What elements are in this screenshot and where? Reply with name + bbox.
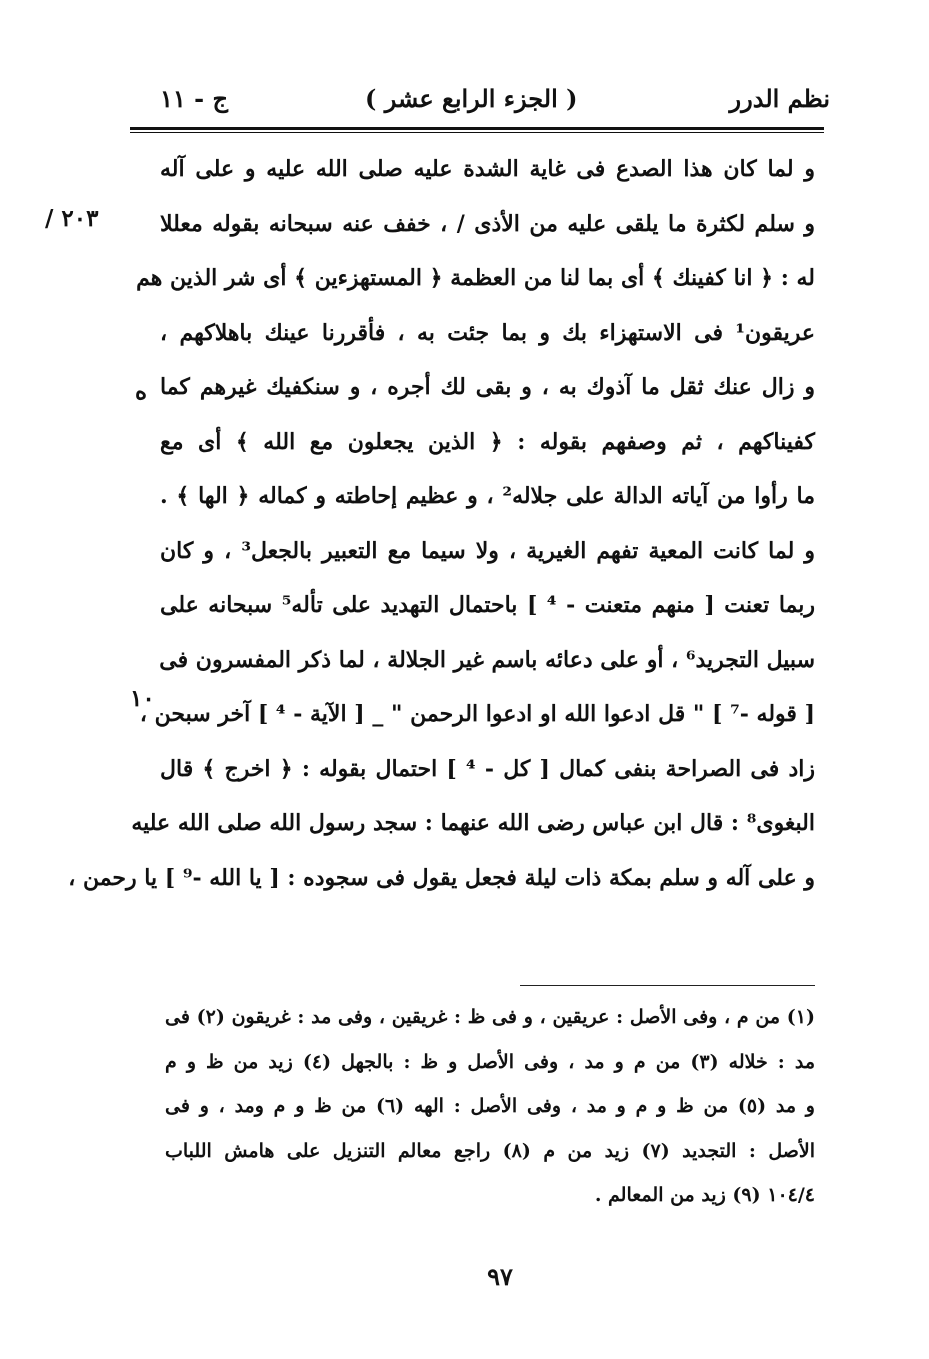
- text-line: و على آله و سلم بمكة ذات ليلة فجعل يقول فى سجوده : [ يا الله -⁹ ] يا رحمن ،: [68, 864, 815, 891]
- text-line: [ قوله -⁷ ] " قل ادعوا الله او ادعوا الرحمن " _ [ الآية - ⁴ ] آخر سبحن ،: [139, 701, 815, 727]
- footnote-line: (١) من م ، وفى الأصل : عريقين ، و فى ظ : غريقين ، وفى مد : غريقون (٢) فى: [165, 1006, 815, 1028]
- text-line: عريقون¹ فى الاستهزاء بك و بما جئت به ، فأقررنا عينك باهلاكهم ،: [160, 319, 815, 346]
- text-line: البغوى⁸ : قال ابن عباس رضى الله عنهما : سجد رسول الله صلى الله عليه: [131, 810, 815, 836]
- text-line: له : ﴿ انا كفينك ﴾ أى بما لنا من العظمة ﴿ المستهزءين ﴾ أى شر الذين هم: [136, 265, 815, 291]
- footnote-line: مد : خلاله (٣) من م و مد ، وفى الأصل و ظ : بالجهل (٤) زيد من ظ و م: [165, 1050, 815, 1073]
- header-rule-thick: [130, 127, 824, 130]
- page-number: ٩٧: [487, 1262, 513, 1291]
- running-header: [150, 78, 830, 126]
- volume-label: ج - ١١: [160, 84, 228, 113]
- footnotes-block: [165, 995, 815, 1218]
- text-line: سبيل التجريد⁶ ، أو على دعائه باسم غير الجلالة ، لما ذكر المفسرون فى: [159, 646, 815, 673]
- text-line: كفيناكهم ، ثم وصفهم بقوله : ﴿ الذين يجعلون مع الله ﴾ أى مع: [160, 428, 815, 455]
- text-line: ربما تعنت [ منهم متعنت - ⁴ ] باحتمال التهديد على تأله⁵ سبحانه على: [160, 592, 816, 618]
- margin-line-marker-10: ١٠: [130, 685, 155, 712]
- text-line: و لما كان هذا الصدع فى غاية الشدة عليه صلى الله عليه و على آله: [160, 156, 815, 182]
- book-title: نظم الدرر: [729, 84, 830, 113]
- header-rule-thin: [130, 132, 824, 133]
- margin-line-marker-5: ه: [135, 378, 148, 405]
- text-line: و زال عنك ثقل ما آذوك به ، و بقى لك أجره ، و سنكفيك غيرهم كما: [160, 374, 815, 400]
- text-line: زاد فى الصراحة بنفى كمال [ كل - ⁴ ] احتمال بقوله : ﴿ اخرج ﴾ قال: [160, 755, 815, 782]
- footnote-line: الأصل : التجديد (٧) زيد من م (٨) راجع معالم التنزيل على هامش اللباب: [165, 1139, 815, 1162]
- margin-page-reference: / ٢٠٣: [45, 205, 99, 232]
- text-line: ما رأوا من آياته الدالة على جلاله² ، و عظيم إحاطته و كماله ﴿ الها ﴾ .: [160, 483, 816, 509]
- text-line: و لما كانت المعية تفهم الغيرية ، ولا سيما مع التعبير بالجعل³ ، و كان: [160, 537, 815, 564]
- footnote-line: ١٠٤/٤ (٩) زيد من المعالم .: [594, 1184, 815, 1206]
- part-label: ( الجزء الرابع عشر ): [365, 84, 578, 113]
- text-line: و سلم لكثرة ما يلقى عليه من الأذى / ، خفف عنه سبحانه بقوله معللا: [160, 210, 815, 237]
- footnote-line: و مد (٥) من ظ و م و مد ، وفى الأصل : الهه (٦) من ظ و م ومد ، و فى: [165, 1095, 815, 1117]
- footnote-separator: [520, 985, 815, 986]
